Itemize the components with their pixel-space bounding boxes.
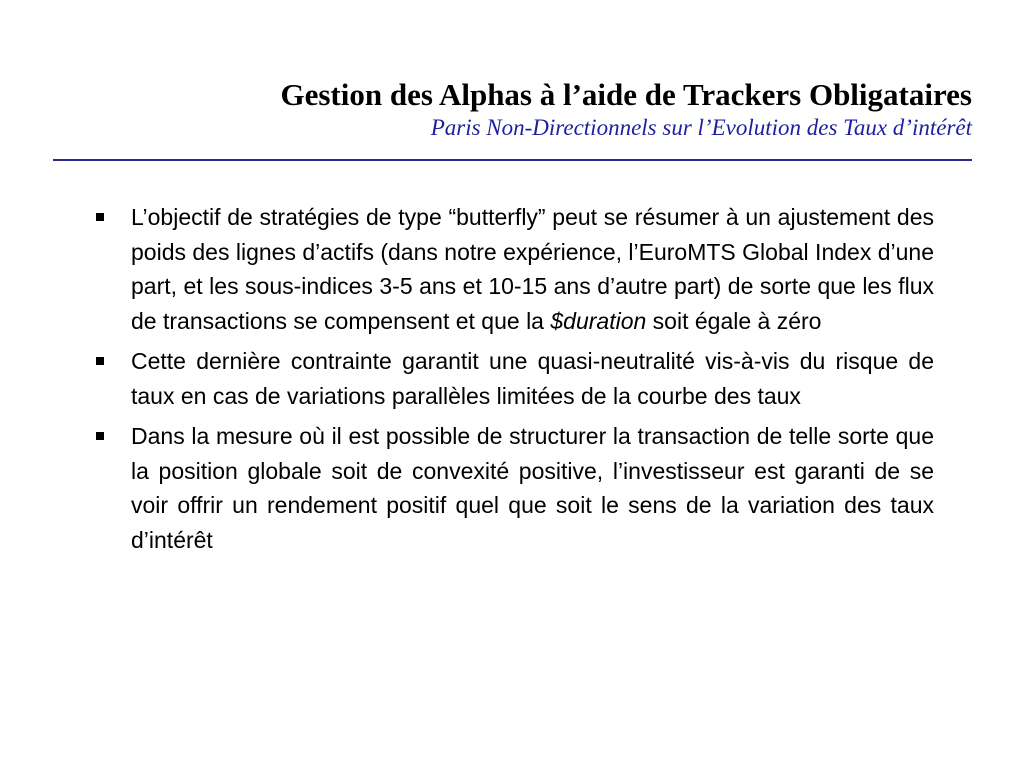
square-bullet-icon (96, 357, 104, 365)
bullet-item-convexity (92, 419, 934, 557)
bullet-text-part: soit égale à zéro (646, 307, 822, 334)
bullet-list (92, 200, 934, 563)
header-divider (53, 159, 972, 161)
bullet-item-constraint (92, 344, 934, 413)
square-bullet-icon (96, 432, 104, 440)
bullet-text-part: L’objectif de stratégies de type “butterfly” peut se résumer à un ajustement des poids des lignes d’actifs (dans notre expérience, l’EuroMTS Global Index d’une part, et les sous-indices 3-5 ans et 10-15 ans d’autre part) de sorte que les flux de transactions se compensent et que la (131, 204, 934, 334)
slide-subtitle: Paris Non-Directionnels sur l’Evolution des Taux d’intérêt (430, 115, 972, 140)
bullet-item-objective (92, 200, 934, 338)
slide-header (60, 76, 972, 142)
slide-title: Gestion des Alphas à l’aide de Trackers Obligataires (280, 77, 972, 112)
bullet-text-emphasis: $duration (550, 307, 647, 334)
square-bullet-icon (96, 213, 104, 221)
bullet-text: Cette dernière contrainte garantit une quasi-neutralité vis-à-vis du risque de taux en cas de variations parallèles limitées de la courbe des taux (131, 348, 934, 409)
bullet-text: Dans la mesure où il est possible de structurer la transaction de telle sorte que la position globale soit de convexité positive, l’investisseur est garanti de se voir offrir un rendement positif quel que soit le sens de la variation des taux d’intérêt (131, 423, 934, 553)
